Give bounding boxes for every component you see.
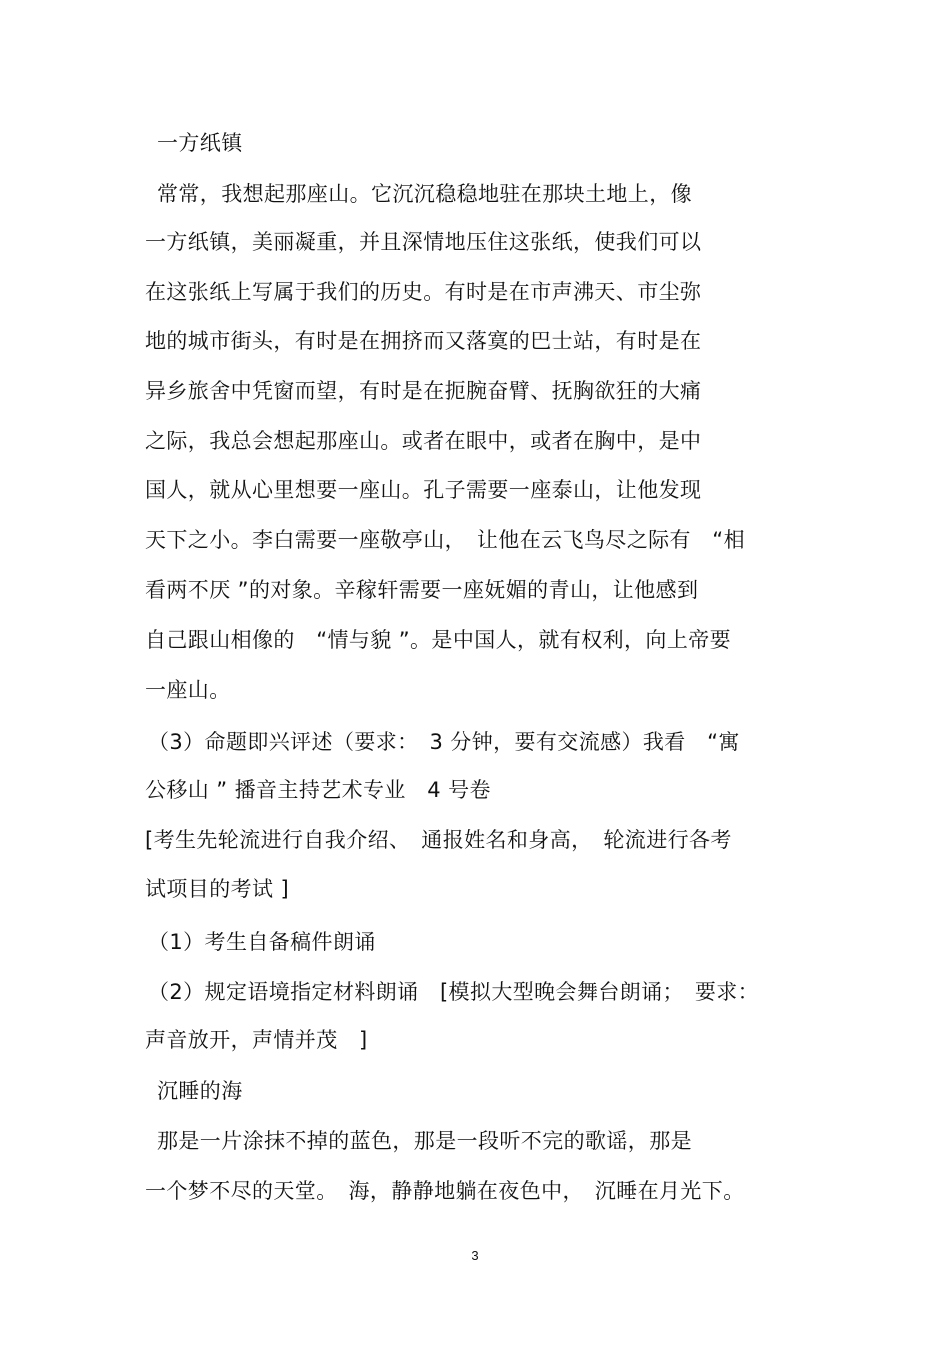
- paragraph-line: 异乡旅舍中凭窗而望，有时是在扼腕奋臂、抚胸欲狂的大痛: [145, 379, 702, 403]
- section-title-chenshuidehai: 沉睡的海: [157, 1079, 243, 1103]
- paragraph-line: 一方纸镇，美丽凝重，并且深情地压住这张纸，使我们可以: [145, 230, 702, 254]
- exam-item-2-line: （2）规定语境指定材料朗诵 [模拟大型晚会舞台朗诵； 要求：: [148, 980, 760, 1004]
- exam-instruction-line: 试项目的考试 ]: [145, 877, 290, 901]
- paragraph-line: 在这张纸上写属于我们的历史。有时是在市声沸天、市尘弥: [145, 280, 702, 304]
- paragraph-line: 常常，我想起那座山。它沉沉稳稳地驻在那块土地上，像: [157, 182, 692, 206]
- paragraph-line: 国人，就从心里想要一座山。孔子需要一座泰山，让他发现: [145, 478, 702, 502]
- paragraph-line: 一座山。: [145, 678, 231, 702]
- exam-instruction-line: [考生先轮流进行自我介绍、 通报姓名和身高， 轮流进行各考: [145, 828, 732, 852]
- paragraph-line: 之际，我总会想起那座山。或者在眼中，或者在胸中，是中: [145, 429, 702, 453]
- paragraph-line: 那是一片涂抹不掉的蓝色，那是一段听不完的歌谣，那是: [157, 1129, 692, 1153]
- exam-item-2-line: 声音放开，声情并茂 ]: [145, 1028, 368, 1052]
- page-number: 3: [471, 1248, 479, 1263]
- paragraph-line: 地的城市街头，有时是在拥挤而又落寞的巴士站，有时是在: [145, 329, 702, 353]
- paragraph-line: 天下之小。李白需要一座敬亭山， 让他在云飞鸟尽之际有 “相: [145, 528, 745, 552]
- section-title-yifangzhizhen: 一方纸镇: [157, 131, 243, 155]
- paragraph-line: 看两不厌 ”的对象。辛稼轩需要一座妩媚的青山，让他感到: [145, 578, 699, 602]
- exam-item-3-line: 公移山 ” 播音主持艺术专业 4 号卷: [145, 778, 491, 802]
- paragraph-line: 一个梦不尽的天堂。 海，静静地躺在夜色中， 沉睡在月光下。: [145, 1179, 745, 1203]
- exam-item-3-line: （3）命题即兴评述（要求： 3 分钟，要有交流感）我看 “寓: [148, 730, 740, 754]
- exam-item-1-line: （1）考生自备稿件朗诵: [148, 930, 376, 954]
- paragraph-line: 自己跟山相像的 “情与貌 ”。是中国人，就有权利，向上帝要: [145, 628, 732, 652]
